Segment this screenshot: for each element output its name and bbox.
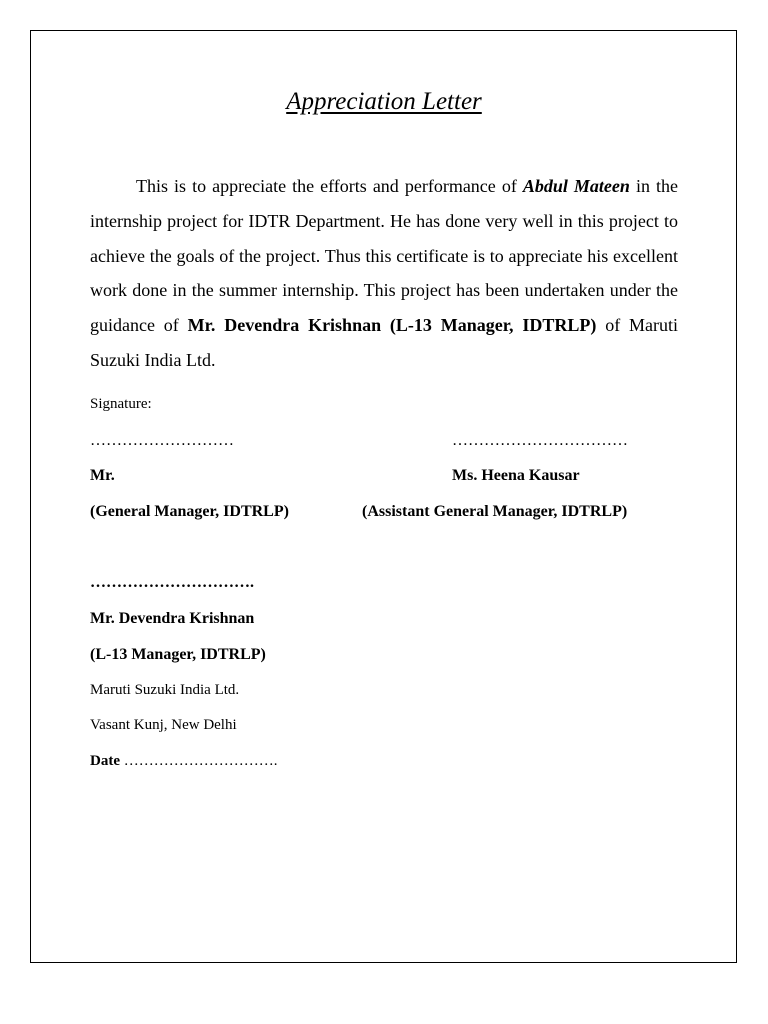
- body-intro: This is to appreciate the efforts and performance of: [136, 176, 523, 196]
- body-middle: in the internship project for IDTR Department. He has done very well in this project to achieve the goals of the project. Thus this certificate is to appreciate his excellent work done in the summer internship. This project has been undertaken under the guidance of: [90, 176, 678, 336]
- signature-line-right: ……………………………: [452, 432, 628, 449]
- signature-label: Signature:: [90, 396, 152, 412]
- signatory-left-name: Mr.: [90, 467, 115, 484]
- bottom-signatory-role: (L-13 Manager, IDTRLP): [90, 646, 266, 663]
- bottom-signatory-name: Mr. Devendra Krishnan: [90, 610, 255, 627]
- signatory-right-role: (Assistant General Manager, IDTRLP): [362, 503, 628, 520]
- signature-line-bottom: ………………………….: [90, 574, 254, 591]
- body-end: of Maruti Suzuki India Ltd.: [90, 315, 678, 370]
- letter-body: [90, 169, 678, 378]
- company-address: Vasant Kunj, New Delhi: [90, 717, 237, 733]
- letter-title: Appreciation Letter: [286, 88, 482, 115]
- signatory-left-role: (General Manager, IDTRLP): [90, 503, 289, 520]
- date-line: [90, 753, 278, 770]
- date-dots: ………………………….: [123, 753, 278, 769]
- guide-name: Mr. Devendra Krishnan (L-13 Manager, IDTRLP): [187, 315, 597, 336]
- company-name: Maruti Suzuki India Ltd.: [90, 682, 240, 698]
- date-label: Date: [90, 753, 120, 769]
- signature-line-left: ………………………: [90, 432, 234, 449]
- recipient-name: Abdul Mateen: [522, 176, 630, 196]
- signatory-right-name: Ms. Heena Kausar: [452, 467, 580, 484]
